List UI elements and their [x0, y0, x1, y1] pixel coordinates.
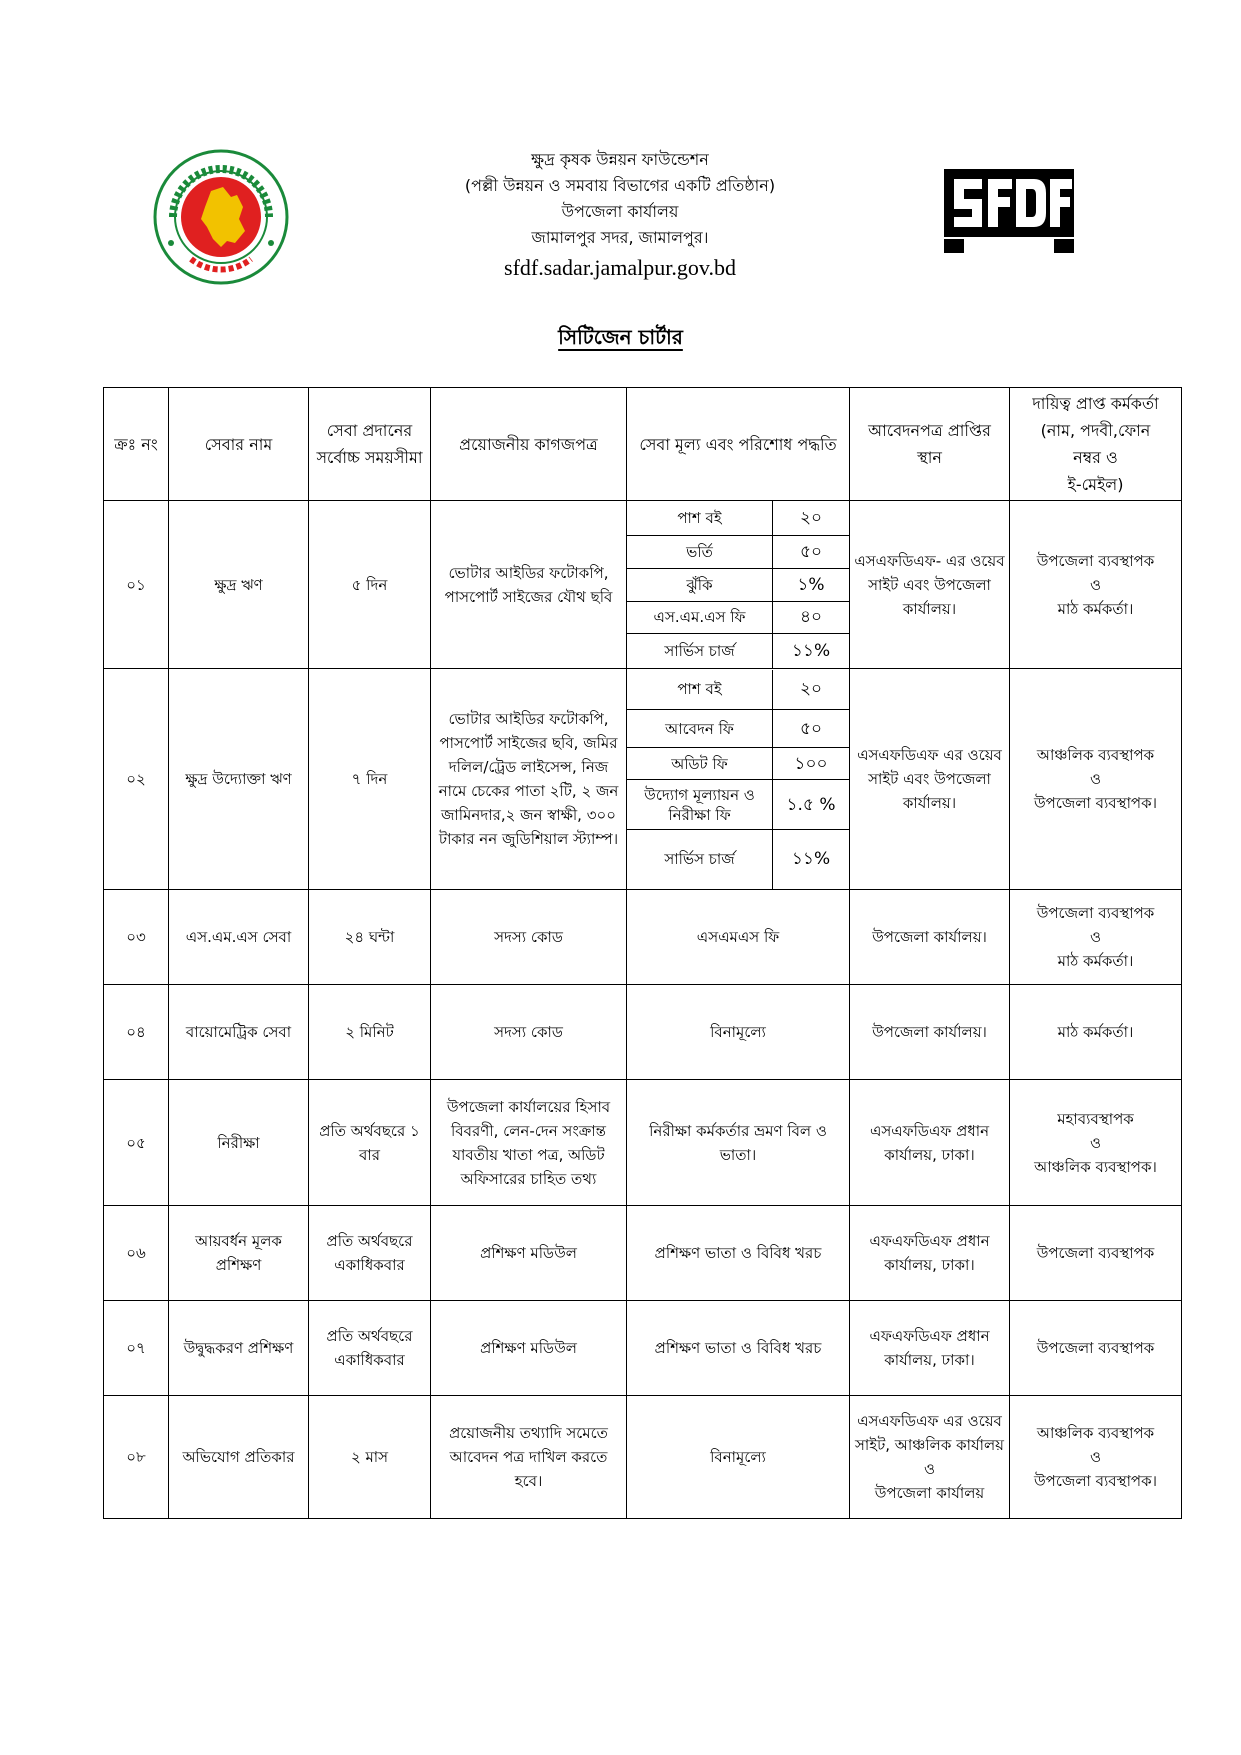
documents-cell: উপজেলা কার্যালয়ের হিসাব বিবরণী, লেন-দেন সংক্রান্ত যাবতীয় খাতা পত্র, অডিট অফিসারের চাহিত তথ্য	[431, 1080, 627, 1206]
org-subtitle: (পল্লী উন্নয়ন ও সমবায় বিভাগের একটি প্রতিষ্ঠান)	[464, 176, 776, 195]
table-row	[104, 1206, 1182, 1301]
service-cell: বায়োমেট্রিক সেবা	[169, 985, 309, 1080]
website-link[interactable]: sfdf.sadar.jamalpur.gov.bd	[504, 255, 736, 280]
fee-cell	[627, 669, 850, 890]
fee-cell: বিনামূল্যে	[627, 985, 850, 1080]
fee-value: ১১%	[773, 633, 850, 668]
fee-value: ২০	[773, 670, 850, 710]
place-cell: এসএফডিএফ এর ওয়েব সাইট, আঞ্চলিক কার্যালয় ও উপজেলা কার্যালয়	[850, 1396, 1010, 1519]
fee-cell: প্রশিক্ষণ ভাতা ও বিবিধ খরচ	[627, 1301, 850, 1396]
officer-cell: মহাব্যবস্থাপক ও আঞ্চলিক ব্যবস্থাপক।	[1010, 1080, 1182, 1206]
service-cell: নিরীক্ষা	[169, 1080, 309, 1206]
fee-breakdown-table	[627, 501, 849, 668]
service-cell: উদ্বুদ্ধকরণ প্রশিক্ষণ	[169, 1301, 309, 1396]
documents-cell: ভোটার আইডির ফটোকপি, পাসপোর্ট সাইজের ছবি, জমির দলিল/ট্রেড লাইসেন্স, নিজ নামে চেকের পাতা ২টি, ২ জন জামিনদার,২ জন স্বাক্ষী, ৩০০ টাকার নন জুডিশিয়াল স্ট্যাম্প।	[431, 669, 627, 890]
fee-cell: প্রশিক্ষণ ভাতা ও বিবিধ খরচ	[627, 1206, 850, 1301]
fee-value: ২০	[773, 501, 850, 535]
org-name: ক্ষুদ্র কৃষক উন্নয়ন ফাউন্ডেশন	[531, 150, 709, 169]
serial-cell: ০৬	[104, 1206, 169, 1301]
serial-cell: ০৭	[104, 1301, 169, 1396]
time-cell: প্রতি অর্থবছরে ১ বার	[309, 1080, 431, 1206]
sfdf-logo	[942, 163, 1082, 253]
documents-cell: প্রশিক্ষণ মডিউল	[431, 1206, 627, 1301]
place-cell: উপজেলা কার্যালয়।	[850, 890, 1010, 985]
time-cell: ৭ দিন	[309, 669, 431, 890]
officer-cell: আঞ্চলিক ব্যবস্থাপক ও উপজেলা ব্যবস্থাপক।	[1010, 669, 1182, 890]
fee-label: ঝুঁকি	[627, 568, 773, 601]
col-fee: সেবা মূল্য এবং পরিশোধ পদ্ধতি	[627, 388, 850, 501]
place-cell: এসএফডিএফ প্রধান কার্যালয়, ঢাকা।	[850, 1080, 1010, 1206]
documents-cell: ভোটার আইডির ফটোকপি, পাসপোর্ট সাইজের যৌথ ছবি	[431, 501, 627, 669]
fee-cell: নিরীক্ষা কর্মকর্তার ভ্রমণ বিল ও ভাতা।	[627, 1080, 850, 1206]
fee-value: ১%	[773, 568, 850, 601]
citizen-charter-table	[103, 387, 1182, 1519]
fee-label: সার্ভিস চার্জ	[664, 850, 735, 869]
officer-cell: মাঠ কর্মকর্তা।	[1010, 985, 1182, 1080]
officer-cell: উপজেলা ব্যবস্থাপক ও মাঠ কর্মকর্তা।	[1010, 501, 1182, 669]
col-officer: দায়িত্ব প্রাপ্ত কর্মকর্তা (নাম, পদবী,ফোন নম্বর ও ই-মেইল)	[1010, 388, 1182, 501]
fee-breakdown-table	[627, 670, 849, 889]
fee-label: সার্ভিস চার্জ	[664, 641, 735, 660]
fee-label: আবেদন ফি	[627, 710, 773, 748]
documents-cell: সদস্য কোড	[431, 985, 627, 1080]
time-cell: ২৪ ঘন্টা	[309, 890, 431, 985]
fee-cell: বিনামূল্যে	[627, 1396, 850, 1519]
col-place: আবেদনপত্র প্রাপ্তির স্থান	[850, 388, 1010, 501]
fee-label: ভর্তি	[627, 535, 773, 568]
service-cell: ক্ষুদ্র উদ্যোক্তা ঋণ	[169, 669, 309, 890]
fee-value: ৫০	[773, 710, 850, 748]
table-header-row	[104, 388, 1182, 501]
fee-value: ১.৫ %	[773, 780, 850, 830]
document-header	[380, 147, 860, 281]
officer-cell: উপজেলা ব্যবস্থাপক	[1010, 1206, 1182, 1301]
col-documents: প্রয়োজনীয় কাগজপত্র	[431, 388, 627, 501]
place-cell: এসএফডিএফ এর ওয়েব সাইট এবং উপজেলা কার্যালয়।	[850, 669, 1010, 890]
table-row	[104, 1301, 1182, 1396]
serial-cell: ০২	[104, 669, 169, 890]
serial-cell: ০১	[104, 501, 169, 669]
service-cell: অভিযোগ প্রতিকার	[169, 1396, 309, 1519]
serial-cell: ০৮	[104, 1396, 169, 1519]
place-cell: এফএফডিএফ প্রধান কার্যালয়, ঢাকা।	[850, 1206, 1010, 1301]
col-time: সেবা প্রদানের সর্বোচ্চ সময়সীমা	[309, 388, 431, 501]
government-seal-logo	[151, 147, 291, 287]
documents-cell: সদস্য কোড	[431, 890, 627, 985]
table-row	[104, 669, 1182, 890]
office-address: জামালপুর সদর, জামালপুর।	[531, 228, 709, 247]
time-cell: প্রতি অর্থবছরে একাধিকবার	[309, 1301, 431, 1396]
service-cell: এস.এম.এস সেবা	[169, 890, 309, 985]
time-cell: ২ মিনিট	[309, 985, 431, 1080]
table-row	[104, 501, 1182, 669]
documents-cell: প্রয়োজনীয় তথ্যাদি সমেতে আবেদন পত্র দাখিল করতে হবে।	[431, 1396, 627, 1519]
fee-cell: এসএমএস ফি	[627, 890, 850, 985]
officer-cell: আঞ্চলিক ব্যবস্থাপক ও উপজেলা ব্যবস্থাপক।	[1010, 1396, 1182, 1519]
service-cell: ক্ষুদ্র ঋণ	[169, 501, 309, 669]
place-cell: এসএফডিএফ- এর ওয়েব সাইট এবং উপজেলা কার্যালয়।	[850, 501, 1010, 669]
fee-label: অডিট ফি	[627, 748, 773, 780]
fee-label: এস.এম.এস ফি	[627, 601, 773, 633]
officer-cell: উপজেলা ব্যবস্থাপক ও মাঠ কর্মকর্তা।	[1010, 890, 1182, 985]
fee-cell	[627, 501, 850, 669]
fee-label: পাশ বই	[627, 670, 773, 710]
col-service: সেবার নাম	[169, 388, 309, 501]
officer-cell: উপজেলা ব্যবস্থাপক	[1010, 1301, 1182, 1396]
serial-cell: ০৫	[104, 1080, 169, 1206]
place-cell: উপজেলা কার্যালয়।	[850, 985, 1010, 1080]
time-cell: ২ মাস	[309, 1396, 431, 1519]
time-cell: প্রতি অর্থবছরে একাধিকবার	[309, 1206, 431, 1301]
fee-value: ১০০	[773, 748, 850, 780]
table-row	[104, 1396, 1182, 1519]
time-cell: ৫ দিন	[309, 501, 431, 669]
fee-value: ৪০	[773, 601, 850, 633]
fee-value: ১১%	[773, 830, 850, 889]
table-row	[104, 985, 1182, 1080]
serial-cell: ০৩	[104, 890, 169, 985]
col-serial: ক্রঃ নং	[104, 388, 169, 501]
table-row	[104, 890, 1182, 985]
serial-cell: ০৪	[104, 985, 169, 1080]
fee-label: উদ্যোগ মূল্যায়ন ও নিরীক্ষা ফি	[627, 780, 773, 830]
documents-cell: প্রশিক্ষণ মডিউল	[431, 1301, 627, 1396]
table-row	[104, 1080, 1182, 1206]
place-cell: এফএফডিএফ প্রধান কার্যালয়, ঢাকা।	[850, 1301, 1010, 1396]
fee-value: ৫০	[773, 535, 850, 568]
office-name: উপজেলা কার্যালয়	[561, 202, 679, 221]
page-title: সিটিজেন চার্টার	[558, 325, 683, 349]
fee-label: পাশ বই	[627, 501, 773, 535]
service-cell: আয়বর্ধন মূলক প্রশিক্ষণ	[169, 1206, 309, 1301]
